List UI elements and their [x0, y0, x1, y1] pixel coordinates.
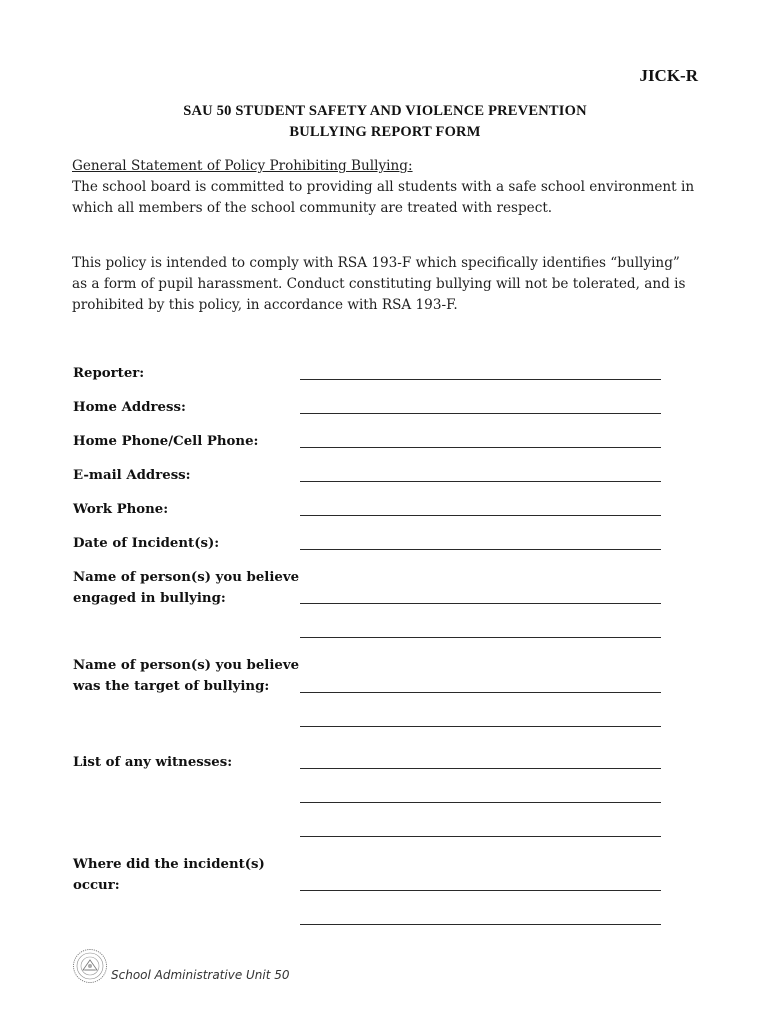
policy-code: JICK-R: [639, 66, 698, 85]
school-seal-icon: [72, 948, 108, 984]
where-input-line-2[interactable]: [300, 924, 661, 925]
date-incident-label: Date of Incident(s):: [73, 536, 220, 551]
target-name-label-line1: Name of person(s) you believe: [73, 658, 300, 673]
bully-name-input-line-2[interactable]: [300, 637, 661, 638]
home-phone-label: Home Phone/Cell Phone:: [73, 434, 259, 449]
footer-org-name: School Administrative Unit 50: [111, 968, 290, 982]
home-address-label: Home Address:: [73, 400, 186, 415]
email-input-line[interactable]: [300, 481, 661, 482]
where-label-line1: Where did the incident(s): [73, 857, 265, 872]
policy-heading: General Statement of Policy Prohibiting Bullying:: [72, 158, 413, 174]
witnesses-input-line-2[interactable]: [300, 802, 661, 803]
target-name-label-line2: was the target of bullying:: [73, 679, 270, 694]
policy-paragraph-2: This policy is intended to comply with RSA 193-F which specifically identifies “bullying” as a form of pupil harassment. Conduct constituting bullying will not be tolerated, and is prohibited by this policy, in accordance with RSA 193-F.: [72, 255, 686, 313]
home-address-input-line[interactable]: [300, 413, 661, 414]
bully-name-input-line-1[interactable]: [300, 603, 661, 604]
where-input-line-1[interactable]: [300, 890, 661, 891]
reporter-label: Reporter:: [73, 366, 145, 381]
witnesses-label: List of any witnesses:: [73, 755, 233, 770]
policy-paragraph-2-block: [72, 253, 697, 316]
date-incident-input-line[interactable]: [300, 549, 661, 550]
page-footer: [72, 948, 290, 984]
policy-statement: [72, 156, 702, 219]
work-phone-input-line[interactable]: [300, 515, 661, 516]
target-name-input-line-2[interactable]: [300, 726, 661, 727]
bully-name-label-line1: Name of person(s) you believe: [73, 570, 300, 585]
target-name-input-line-1[interactable]: [300, 692, 661, 693]
email-label: E-mail Address:: [73, 468, 191, 483]
witnesses-input-line-3[interactable]: [300, 836, 661, 837]
bully-name-label-line2: engaged in bullying:: [73, 591, 226, 606]
reporter-input-line[interactable]: [300, 379, 661, 380]
policy-paragraph-1: The school board is committed to providing all students with a safe school environment in which all members of the school community are treated with respect.: [72, 179, 695, 216]
witnesses-input-line-1[interactable]: [300, 768, 661, 769]
form-title-line2: BULLYING REPORT FORM: [289, 124, 481, 140]
where-label-line2: occur:: [73, 878, 120, 893]
form-title-line1: SAU 50 STUDENT SAFETY AND VIOLENCE PREVENTION: [183, 103, 587, 119]
work-phone-label: Work Phone:: [73, 502, 169, 517]
home-phone-input-line[interactable]: [300, 447, 661, 448]
